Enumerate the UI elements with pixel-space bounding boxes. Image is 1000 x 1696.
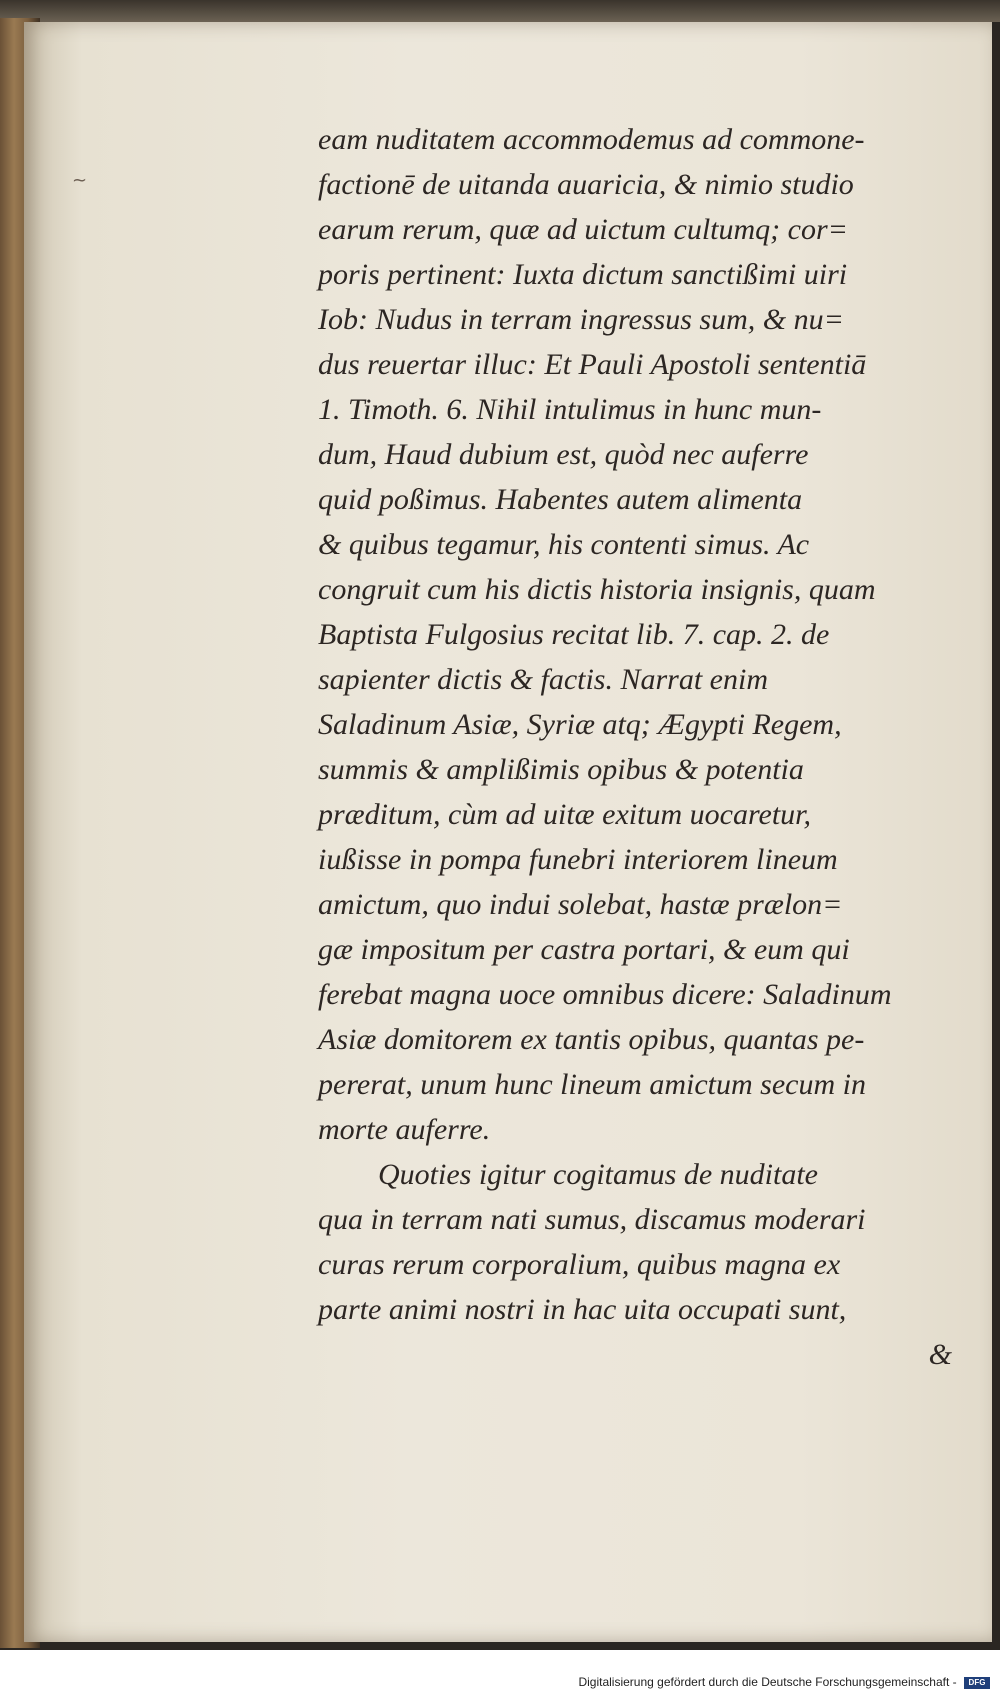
text-line: eam nuditatem accommodemus ad commone- xyxy=(318,123,865,156)
text-line: ferebat magna uoce omnibus dicere: Saladinum xyxy=(318,978,892,1011)
text-line: amictum, quo indui solebat, hastæ prælon= xyxy=(318,888,843,921)
text-line: quid poßimus. Habentes autem alimenta xyxy=(318,483,803,516)
text-line: parte animi nostri in hac uita occupati sunt, xyxy=(318,1293,847,1326)
text-line: factionē de uitanda auaricia, & nimio studio xyxy=(318,168,854,201)
text-line: summis & amplißimis opibus & potentia xyxy=(318,753,804,786)
text-line: morte auferre. xyxy=(318,1113,491,1146)
page-text xyxy=(318,117,960,1377)
margin-mark: ~ xyxy=(72,170,88,191)
credit-text: Digitalisierung gefördert durch die Deutsche Forschungsgemeinschaft - xyxy=(578,1675,957,1689)
text-line: pererat, unum hunc lineum amictum secum in xyxy=(318,1068,866,1101)
text-line: Iob: Nudus in terram ingressus sum, & nu= xyxy=(318,303,844,336)
dfg-logo: DFG xyxy=(964,1677,990,1689)
text-line: poris pertinent: Iuxta dictum sanctißimi uiri xyxy=(318,258,848,291)
text-line: Quoties igitur cogitamus de nuditate xyxy=(378,1158,818,1191)
text-line: & quibus tegamur, his contenti simus. Ac xyxy=(318,528,810,561)
text-line: gæ impositum per castra portari, & eum qui xyxy=(318,933,850,966)
digitization-credit xyxy=(0,1672,990,1692)
text-line: curas rerum corporalium, quibus magna ex xyxy=(318,1248,841,1281)
catchword: & xyxy=(928,1338,952,1371)
text-line: dus reuertar illuc: Et Pauli Apostoli sententiā xyxy=(318,348,867,381)
text-line: qua in terram nati sumus, discamus moderari xyxy=(318,1203,866,1236)
text-line: Baptista Fulgosius recitat lib. 7. cap. 2. de xyxy=(318,618,830,651)
text-line: præditum, cùm ad uitæ exitum uocaretur, xyxy=(318,798,812,831)
text-line: Asiæ domitorem ex tantis opibus, quantas pe- xyxy=(318,1023,865,1056)
text-line: congruit cum his dictis historia insignis, quam xyxy=(318,573,876,606)
text-line: sapienter dictis & factis. Narrat enim xyxy=(318,663,768,696)
text-line: 1. Timoth. 6. Nihil intulimus in hunc mun- xyxy=(318,393,822,426)
book-top-edge xyxy=(0,0,1000,22)
text-line: Saladinum Asiæ, Syriæ atq; Ægypti Regem, xyxy=(318,708,842,741)
text-line: iußisse in pompa funebri interiorem lineum xyxy=(318,843,838,876)
text-line: dum, Haud dubium est, quòd nec auferre xyxy=(318,438,809,471)
text-line: earum rerum, quæ ad uictum cultumq; cor= xyxy=(318,213,848,246)
